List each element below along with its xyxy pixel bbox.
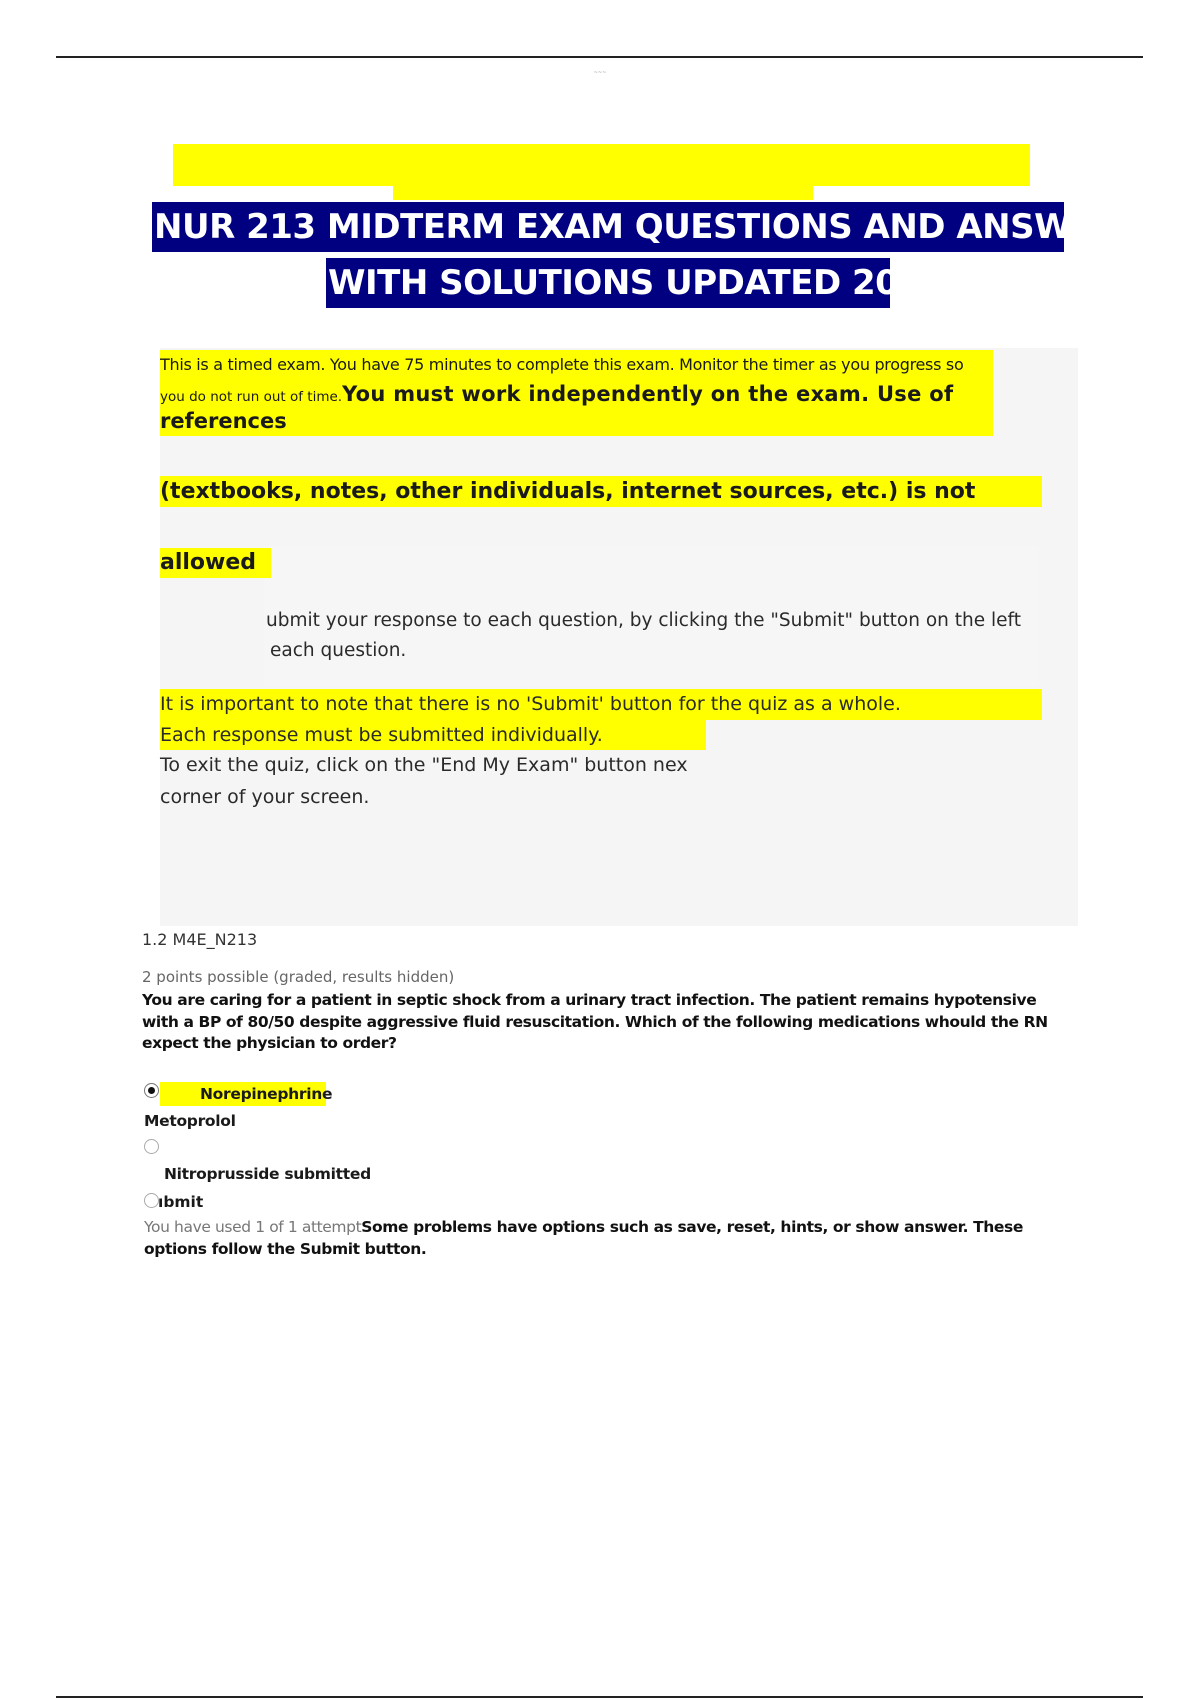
question-text: You are caring for a patient in septic shock from a urinary tract infection. The patient remains hypotensive with a BP of 80/50 despite aggressive fluid resuscitation. Which of the following medications whould the RN expect the physician to order? bbox=[142, 991, 1048, 1052]
submit-instruction-line-2: each question. bbox=[270, 640, 407, 661]
submit-button[interactable]: ıbmit bbox=[158, 1193, 204, 1211]
attempts-info bbox=[144, 1216, 1044, 1260]
options-note: Some problems have options such as save, reset, hints, or show answer. These options follow the Submit button. bbox=[144, 1218, 1023, 1258]
option-nitroprusside-radio[interactable] bbox=[144, 1193, 159, 1208]
option-metoprolol-label[interactable]: Metoprolol bbox=[144, 1112, 236, 1130]
question-points: 2 points possible (graded, results hidden) bbox=[142, 968, 455, 986]
header-mark: ~~~ bbox=[593, 70, 607, 76]
highlight-bar-stub bbox=[393, 186, 813, 200]
bottom-rule bbox=[56, 1696, 1143, 1698]
question-id: 1.2 M4E_N213 bbox=[142, 930, 258, 949]
highlight-bar bbox=[173, 144, 1030, 186]
quiz-note-line-1: It is important to note that there is no 'Submit' button for the quiz as a whole. bbox=[160, 689, 1042, 720]
attempts-count: You have used 1 of 1 attempt bbox=[144, 1218, 362, 1236]
instructions-line-2-small: you do not run out of time. bbox=[160, 389, 343, 405]
instructions-allowed-line: allowed bbox=[160, 548, 271, 578]
option-nitroprusside-label[interactable]: Nitroprusside submitted bbox=[164, 1165, 371, 1183]
option-norepinephrine-radio[interactable] bbox=[144, 1083, 159, 1098]
quiz-note-line-2: Each response must be submitted individually. bbox=[160, 720, 706, 750]
document-title-line-1: NUR 213 MIDTERM EXAM QUESTIONS AND ANSWERS bbox=[152, 202, 1064, 252]
option-metoprolol-radio[interactable] bbox=[144, 1139, 159, 1154]
instructions-line-3: references bbox=[160, 406, 993, 436]
exit-instruction-line-2: corner of your screen. bbox=[160, 786, 370, 808]
top-rule bbox=[56, 56, 1143, 58]
instructions-line-2-big: You must work independently on the exam. Use of bbox=[342, 382, 954, 406]
instructions-references-line: (textbooks, notes, other individuals, internet sources, etc.) is not bbox=[160, 476, 1042, 507]
option-norepinephrine-label[interactable]: Norepinephrine bbox=[160, 1082, 326, 1106]
submit-instruction-line-1: ubmit your response to each question, by clicking the "Submit" button on the left bbox=[266, 610, 1021, 631]
document-title-line-2: WITH SOLUTIONS UPDATED 2025 bbox=[326, 258, 890, 308]
instructions-line-1: This is a timed exam. You have 75 minutes to complete this exam. Monitor the timer as you progress so bbox=[160, 350, 993, 380]
exit-instruction-line-1: To exit the quiz, click on the "End My Exam" button nex bbox=[160, 754, 688, 776]
